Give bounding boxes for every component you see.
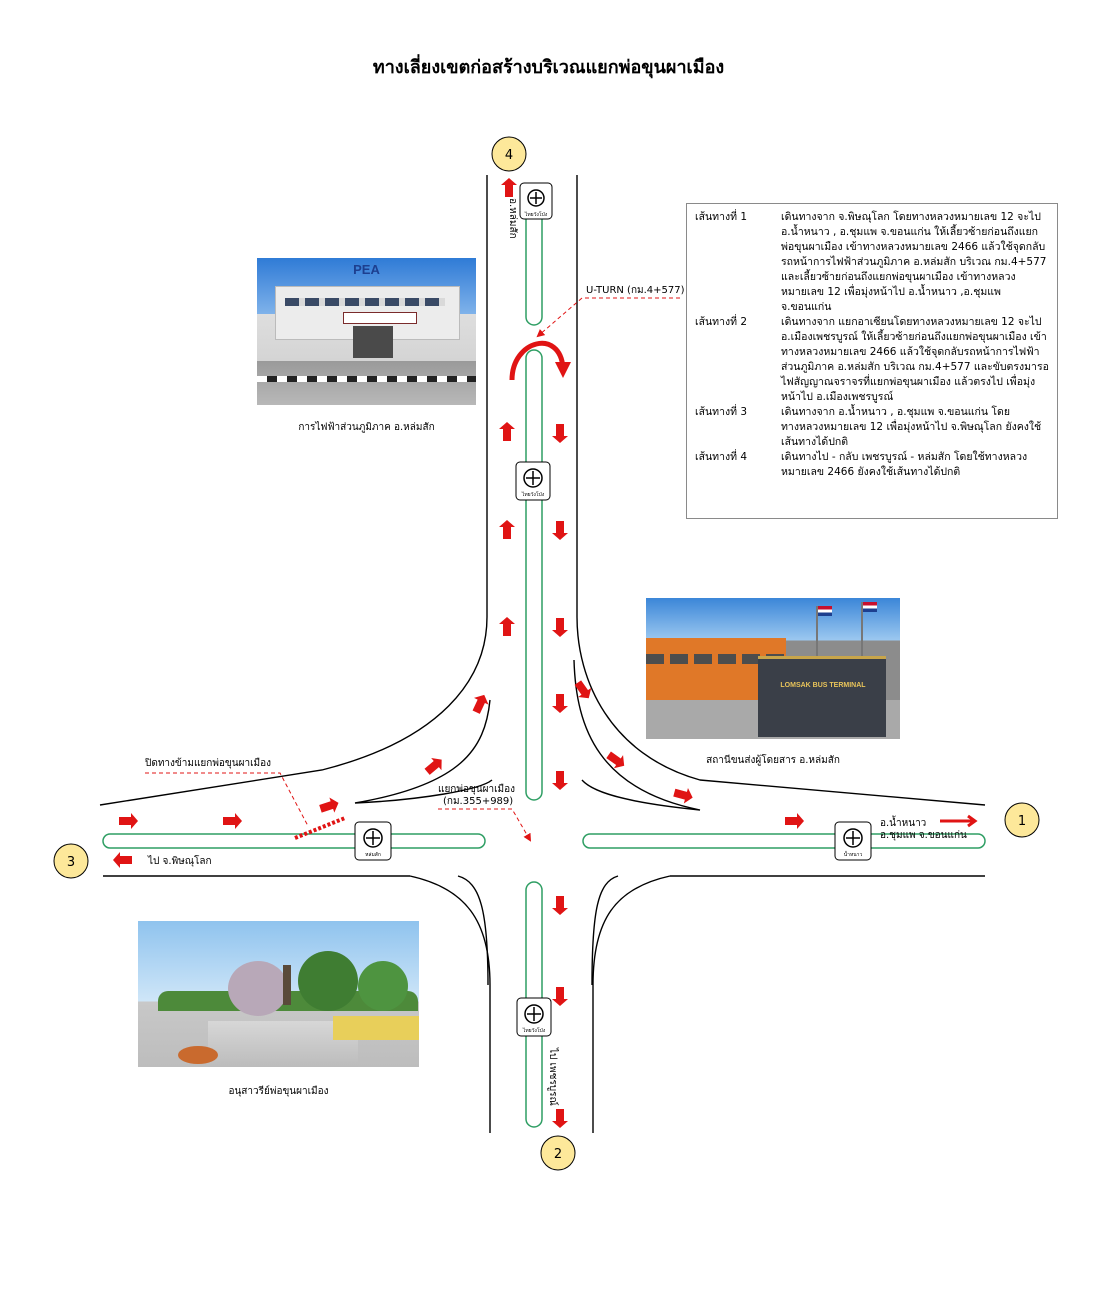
sign-east xyxy=(835,822,871,860)
phetchabun-label: ไป เพชรบูรณ์ xyxy=(547,1048,558,1106)
route-item xyxy=(695,210,1049,315)
route-text: เดินทางจาก อ.น้ำหนาว , อ.ชุมแพ จ.ขอนแก่น โดยทางหลวงหมายเลข 12 เพื่อมุ่งหน้าไป จ.พิษณุโลก ยังคงใช้เส้นทางได้ปกติ xyxy=(781,406,1042,448)
svg-text:ไทยวังโป่ง: ไทยวังโป่ง xyxy=(524,212,548,218)
namnao-label: อ.น้ำหนาว xyxy=(880,818,927,829)
arrow-up xyxy=(422,753,447,777)
arrow-turn xyxy=(672,785,694,805)
route-name: เส้นทางที่ 3 xyxy=(695,406,748,418)
arrow-up xyxy=(499,422,515,441)
junction-km-label: (กม.355+989) xyxy=(443,796,514,807)
svg-text:ไทยวังโป่ง: ไทยวังโป่ง xyxy=(521,492,545,498)
median-north xyxy=(526,350,542,800)
svg-text:4: 4 xyxy=(504,148,514,163)
svg-text:ไทยวังโป่ง: ไทยวังโป่ง xyxy=(522,1028,546,1034)
svg-text:น้ำหนาว: น้ำหนาว xyxy=(843,852,863,858)
arrow-right xyxy=(119,813,138,829)
closed-crossing-label: ปิดทางข้ามแยกพ่อขุนผาเมือง xyxy=(145,758,271,769)
bus-terminal-photo xyxy=(646,598,900,739)
route-item xyxy=(695,315,1049,405)
arrow-left xyxy=(113,852,132,868)
marker-3 xyxy=(54,844,88,878)
route-text: เดินทางจาก จ.พิษณุโลก โดยทางหลวงหมายเลข 12 จะไป อ.น้ำหนาว , อ.ชุมแพ จ.ขอนแก่น ให้เลี้ยวซ้ายก่อนถึงแยกพ่อขุนผาเมือง เข้าทางหลวงหมายเลข 2466 แล้วใช้จุดกลับรถหน้าการไฟฟ้าส่วนภูมิภาค อ.หล่มสัก บริเวณ กม.4+577 และเลี้ยวซ้ายก่อนถึงแยกพ่อขุนผาเมือง เข้าทางหลวงหมายเลข 12 เพื่อมุ่งหน้าไป อ.น้ำหนาว ,อ.ชุมแพ จ.ขอนแก่น xyxy=(781,211,1047,313)
median-west xyxy=(103,834,485,848)
route-text: เดินทางไป - กลับ เพชรบูรณ์ - หล่มสัก โดยใช้ทางหลวงหมายเลข 2466 ยังคงใช้เส้นทางได้ปกติ xyxy=(781,451,1028,478)
bus-terminal-sign: LOMSAK BUS TERMINAL xyxy=(780,682,866,689)
sign-south xyxy=(517,998,551,1036)
chumphae-label: อ.ชุมแพ จ.ขอนแก่น xyxy=(880,830,967,841)
svg-text:3: 3 xyxy=(66,855,76,870)
bus-terminal-caption: สถานีขนส่งผู้โดยสาร อ.หล่มสัก xyxy=(706,755,840,766)
page-title: ทางเลี่ยงเขตก่อสร้างบริเวณแยกพ่อขุนผาเมือง xyxy=(372,57,725,78)
route-description-box xyxy=(686,203,1058,519)
monument-photo xyxy=(138,921,419,1067)
marker-1 xyxy=(1005,803,1039,837)
route-name: เส้นทางที่ 1 xyxy=(695,211,748,223)
arrow-down xyxy=(552,424,568,443)
route-item xyxy=(695,405,1049,450)
closed-crossing-line xyxy=(295,818,345,838)
phitsanulok-label: ไป จ.พิษณุโลก xyxy=(148,856,212,867)
uturn-label: U-TURN (กม.4+577) xyxy=(586,285,685,296)
arrow-right xyxy=(785,813,804,829)
pea-office-photo xyxy=(257,258,476,405)
route-text: เดินทางจาก แยกอาเซียนโดยทางหลวงหมายเลข 12 จะไป อ.เมืองเพชรบูรณ์ ให้เลี้ยวซ้ายก่อนถึงแยกพ่อขุนผาเมือง เข้าทางหลวงหมายเลข 2466 แล้วใช้จุดกลับรถหน้าการไฟฟ้าส่วนภูมิภาค อ.หล่มสัก บริเวณ กม.4+577 และขับตรงมารอไฟสัญญาณจราจรที่แยกพ่อขุนผาเมือง แล้วตรงไป เพื่อมุ่งหน้าไป อ.เมืองเพชรบูรณ์ xyxy=(781,316,1049,403)
arrow-down xyxy=(552,694,568,713)
arrow-down xyxy=(552,896,568,915)
svg-text:1: 1 xyxy=(1017,814,1027,829)
arrow-up xyxy=(501,178,517,197)
pea-sign: PEA xyxy=(353,262,380,277)
svg-text:หล่มสัก: หล่มสัก xyxy=(365,852,381,858)
arrow-up xyxy=(499,617,515,636)
arrow-right xyxy=(318,795,341,816)
se-corner xyxy=(593,876,670,1133)
svg-text:2: 2 xyxy=(553,1147,563,1162)
arrow-down xyxy=(552,771,568,790)
marker-4 xyxy=(492,137,526,171)
junction-label: แยกพ่อขุนผาเมือง xyxy=(438,784,516,795)
sign-mid xyxy=(516,462,550,500)
uturn-head xyxy=(555,362,571,378)
arrow-down xyxy=(552,1109,568,1128)
arrow-right-line xyxy=(940,816,975,826)
uturn-arc xyxy=(512,343,563,380)
marker-2 xyxy=(541,1136,575,1170)
route-name: เส้นทางที่ 2 xyxy=(695,316,748,328)
monument-caption: อนุสาวรีย์พ่อขุนผาเมือง xyxy=(228,1086,329,1097)
pea-caption: การไฟฟ้าส่วนภูมิภาค อ.หล่มสัก xyxy=(298,422,435,433)
arrow-right xyxy=(223,813,242,829)
route-name: เส้นทางที่ 4 xyxy=(695,451,748,463)
sign-west xyxy=(355,822,391,860)
arrow-down xyxy=(552,618,568,637)
sign-top xyxy=(520,183,552,219)
arrow-turn xyxy=(604,748,629,772)
arrow-up xyxy=(499,520,515,539)
se-island xyxy=(592,876,618,985)
route-item xyxy=(695,450,1049,480)
arrow-down xyxy=(552,521,568,540)
arrow-down xyxy=(552,987,568,1006)
lomsak-label: อ.หล่มสัก xyxy=(507,198,518,239)
sw-corner xyxy=(410,876,490,1133)
sw-island xyxy=(458,876,488,985)
